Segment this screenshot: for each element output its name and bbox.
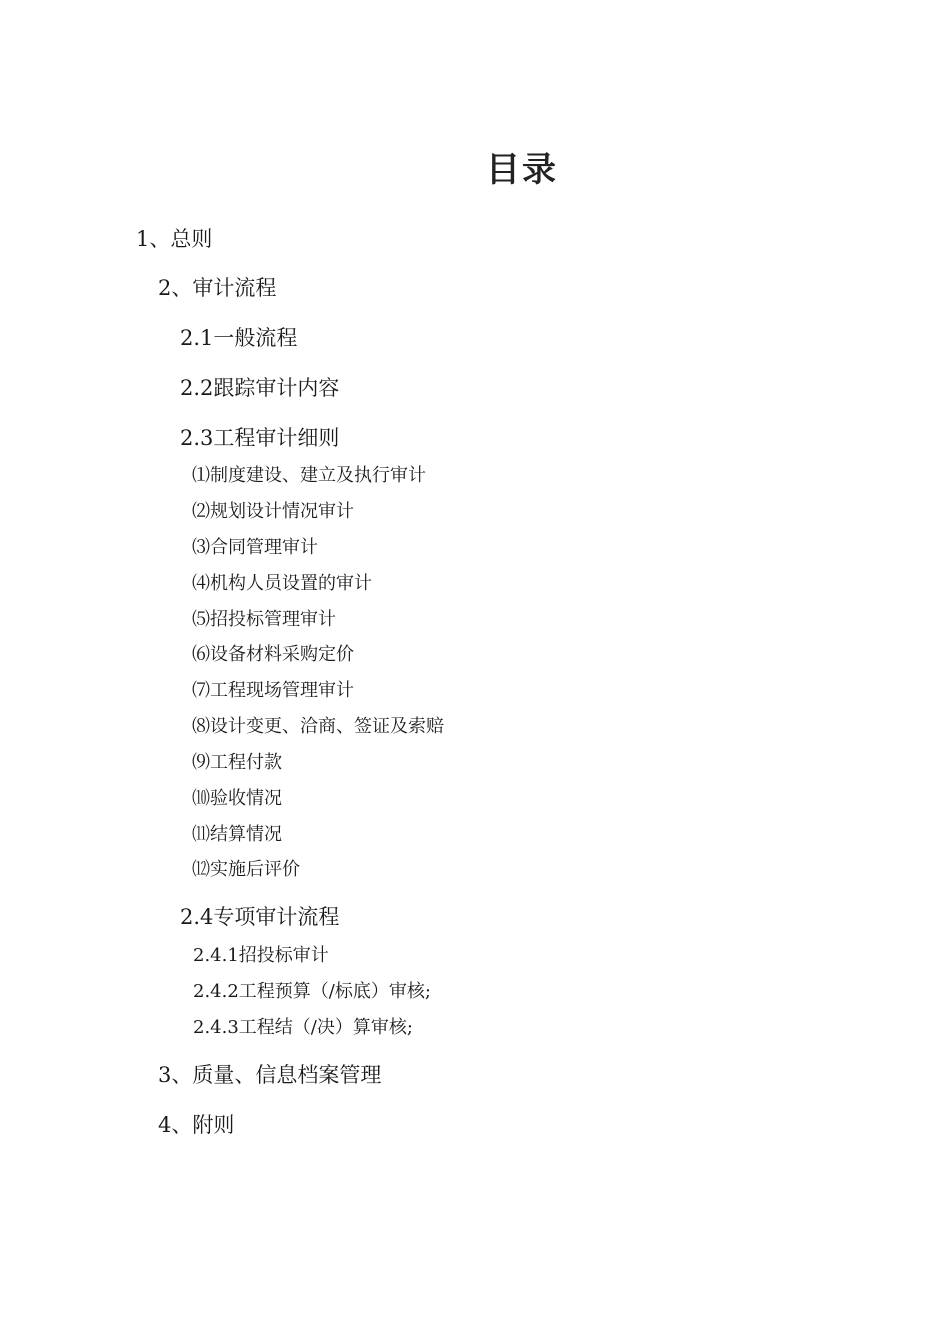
toc-title: 目录 xyxy=(486,150,558,190)
toc-entry: ⑹设备材料采购定价 xyxy=(192,644,354,665)
toc-entry: ⑼工程付款 xyxy=(192,752,282,773)
toc-entry: ⑵规划设计情况审计 xyxy=(192,501,354,522)
toc-entry: 2.4专项审计流程 xyxy=(180,905,340,929)
toc-entry: 4、附则 xyxy=(158,1113,235,1137)
toc-entry: 2.4.2工程预算（/标底）审核; xyxy=(193,981,431,1002)
toc-entry: ⑶合同管理审计 xyxy=(192,537,318,558)
toc-entry: ⑾结算情况 xyxy=(192,824,282,845)
toc-entry: ⑸招投标管理审计 xyxy=(192,609,336,630)
toc-entry: ⑺工程现场管理审计 xyxy=(192,680,354,701)
toc-entry: ⑿实施后评价 xyxy=(192,859,300,880)
toc-entry: ⑴制度建设、建立及执行审计 xyxy=(192,465,426,486)
toc-entry: ⑻设计变更、洽商、签证及索赔 xyxy=(192,716,444,737)
toc-entry: 2、审计流程 xyxy=(158,276,277,300)
toc-entry: 2.1一般流程 xyxy=(180,326,298,350)
toc-entry: ⑽验收情况 xyxy=(192,788,282,809)
toc-entry: 3、质量、信息档案管理 xyxy=(158,1063,382,1087)
toc-entry: 2.2跟踪审计内容 xyxy=(180,376,340,400)
toc-entry: 2.4.1招投标审计 xyxy=(193,945,329,966)
toc-entry: ⑷机构人员设置的审计 xyxy=(192,573,372,594)
toc-entry: 2.4.3工程结（/决）算审核; xyxy=(193,1017,413,1038)
toc-entry: 1、总则 xyxy=(136,227,213,251)
toc-entry: 2.3工程审计细则 xyxy=(180,426,340,450)
